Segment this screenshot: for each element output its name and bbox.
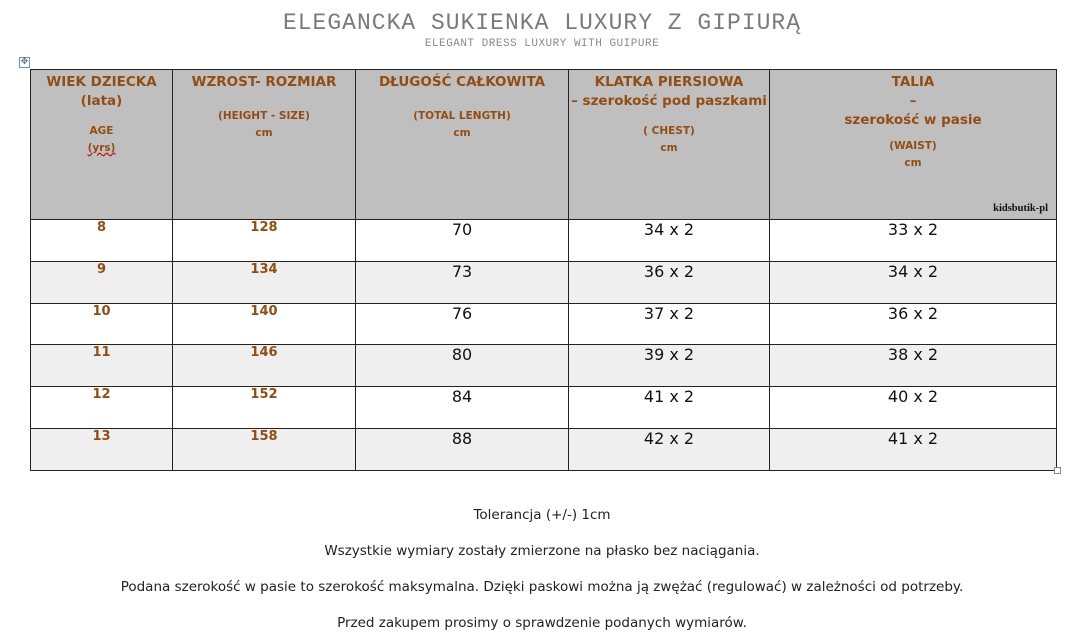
cell-waist: 34 x 2 bbox=[770, 261, 1057, 303]
note-check-before-buy: Przed zakupem prosimy o sprawdzenie podanych wymiarów. bbox=[337, 615, 747, 631]
cell-chest: 34 x 2 bbox=[569, 220, 770, 262]
table-row bbox=[31, 345, 1057, 387]
note-measured-flat: Wszystkie wymiary zostały zmierzone na płasko bez naciągania. bbox=[324, 543, 760, 559]
header-chest-line2: – szerokość pod paszkami bbox=[571, 93, 767, 109]
table-row bbox=[31, 387, 1057, 429]
cell-chest: 36 x 2 bbox=[569, 261, 770, 303]
size-table bbox=[30, 69, 1057, 471]
move-arrows-icon[interactable]: ✥ bbox=[20, 57, 29, 67]
resize-handle-icon[interactable] bbox=[1054, 467, 1061, 474]
cell-chest: 41 x 2 bbox=[569, 387, 770, 429]
header-waist-line3: szerokość w pasie bbox=[844, 112, 982, 128]
table-row bbox=[31, 303, 1057, 345]
header-chest-title: KLATKA PIERSIOWA bbox=[594, 74, 744, 90]
header-waist-unit: cm bbox=[904, 157, 922, 169]
header-waist-line2: – bbox=[909, 93, 917, 109]
page-title: ELEGANCKA SUKIENKA LUXURY Z GIPIURĄ bbox=[282, 10, 802, 36]
cell-height: 140 bbox=[173, 303, 356, 345]
cell-age: 11 bbox=[31, 345, 173, 387]
header-height-title: WZROST- ROZMIAR bbox=[191, 74, 337, 90]
header-age bbox=[31, 70, 173, 220]
header-chest-unit: cm bbox=[660, 142, 678, 154]
cell-waist: 38 x 2 bbox=[770, 345, 1057, 387]
header-age-title: WIEK DZIECKA bbox=[46, 74, 157, 90]
cell-waist: 40 x 2 bbox=[770, 387, 1057, 429]
cell-length: 73 bbox=[356, 261, 569, 303]
header-height bbox=[173, 70, 356, 220]
cell-age: 8 bbox=[31, 220, 173, 262]
header-age-line2: (lata) bbox=[80, 93, 123, 109]
table-header-row bbox=[31, 70, 1057, 220]
cell-chest: 39 x 2 bbox=[569, 345, 770, 387]
header-length-en: (TOTAL LENGTH) bbox=[413, 110, 511, 122]
header-waist-en: (WAIST) bbox=[889, 140, 937, 152]
header-age-en: AGE bbox=[89, 125, 114, 137]
cell-age: 10 bbox=[31, 303, 173, 345]
watermark-text: kidsbutik-pl bbox=[993, 203, 1048, 214]
cell-length: 76 bbox=[356, 303, 569, 345]
table-row bbox=[31, 220, 1057, 262]
header-chest-en: ( CHEST) bbox=[643, 125, 695, 137]
header-waist-title: TALIA bbox=[891, 74, 935, 90]
header-length-unit: cm bbox=[453, 127, 471, 139]
header-chest bbox=[569, 70, 770, 220]
cell-age: 12 bbox=[31, 387, 173, 429]
header-waist bbox=[770, 70, 1057, 220]
cell-age: 13 bbox=[31, 428, 173, 470]
cell-chest: 42 x 2 bbox=[569, 428, 770, 470]
cell-height: 158 bbox=[173, 428, 356, 470]
cell-height: 128 bbox=[173, 220, 356, 262]
cell-height: 146 bbox=[173, 345, 356, 387]
header-height-unit: cm bbox=[255, 127, 273, 139]
note-waist-max: Podana szerokość w pasie to szerokość maksymalna. Dzięki paskowi można ją zwężać (regulować) w zależności od potrzeby. bbox=[120, 579, 964, 595]
cell-height: 152 bbox=[173, 387, 356, 429]
cell-length: 80 bbox=[356, 345, 569, 387]
header-age-unit: (yrs) bbox=[87, 142, 116, 154]
header-length bbox=[356, 70, 569, 220]
cell-height: 134 bbox=[173, 261, 356, 303]
page-subtitle: ELEGANT DRESS LUXURY WITH GUIPURE bbox=[424, 38, 660, 50]
cell-length: 84 bbox=[356, 387, 569, 429]
cell-length: 88 bbox=[356, 428, 569, 470]
header-height-en: (HEIGHT - SIZE) bbox=[218, 110, 310, 122]
note-tolerance: Tolerancja (+/-) 1cm bbox=[473, 507, 611, 523]
table-row bbox=[31, 261, 1057, 303]
cell-waist: 36 x 2 bbox=[770, 303, 1057, 345]
header-length-title: DŁUGOŚĆ CAŁKOWITA bbox=[378, 74, 546, 90]
cell-age: 9 bbox=[31, 261, 173, 303]
cell-length: 70 bbox=[356, 220, 569, 262]
cell-waist: 33 x 2 bbox=[770, 220, 1057, 262]
cell-chest: 37 x 2 bbox=[569, 303, 770, 345]
table-row bbox=[31, 428, 1057, 470]
cell-waist: 41 x 2 bbox=[770, 428, 1057, 470]
